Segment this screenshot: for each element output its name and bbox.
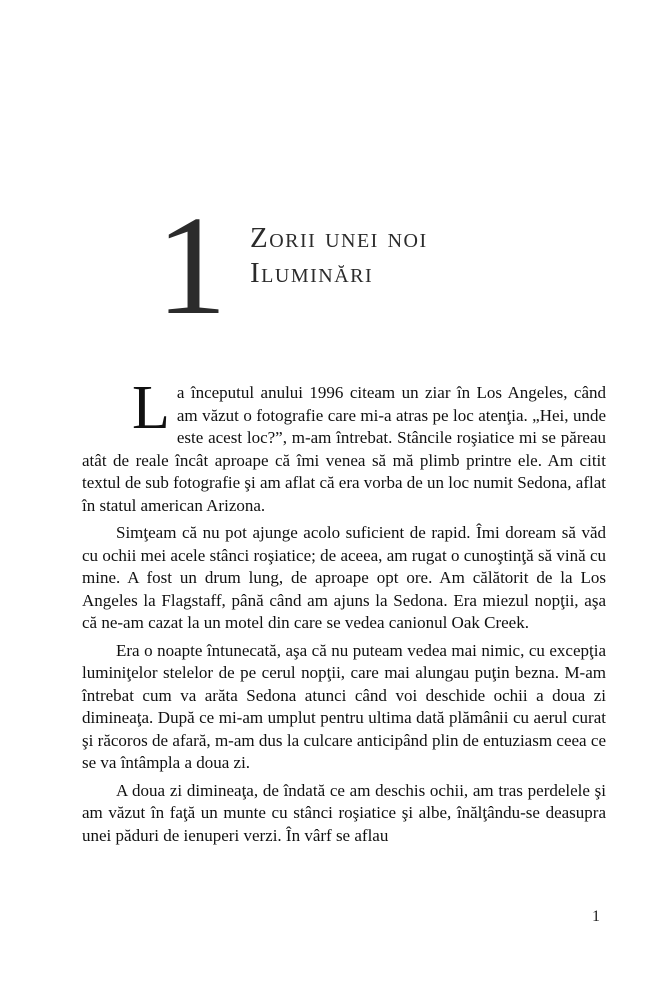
- chapter-title-line-2: Iluminări: [250, 257, 374, 289]
- paragraph-4: A doua zi dimineaţa, de îndată ce am deschis ochii, am tras perdelele şi am văzut în faţă un munte cu stânci roşiatice şi albe, înălţându-se deasupra unei păduri de ienuperi verzi. În vârf se aflau: [82, 780, 606, 845]
- drop-cap: L: [132, 374, 170, 442]
- chapter-number: 1: [156, 186, 227, 344]
- chapter-title: [250, 221, 428, 291]
- paragraph-3: Era o noapte întunecată, aşa că nu puteam vedea mai nimic, cu excepţia luminiţelor stelelor de pe cerul nopţii, care mai alungau puţin bezna. M-am întrebat cum va arăta Sedona atunci când voi deschide ochii a doua zi dimineaţa. După ce mi-am umplut pentru ultima dată plămânii cu aerul curat şi răcoros de afară, m-am dus la culcare anticipând plin de entuziasm ceea ce se va întâmpla a doua zi.: [82, 640, 606, 772]
- body-text: [82, 374, 606, 852]
- page-number: 1: [592, 908, 600, 925]
- paragraph-2: Simţeam că nu pot ajunge acolo suficient de rapid. Îmi doream să văd cu ochii mei acele stânci roşiatice; de aceea, am rugat o cunoştinţă să vină cu mine. A fost un drum lung, de aproape opt ore. Am călătorit de la Los Angeles la Flagstaff, până când am ajuns la Sedona. Era miezul nopţii, aşa că ne-am cazat la un motel din care se vedea canionul Oak Creek.: [82, 523, 606, 632]
- paragraph-1: [82, 374, 606, 517]
- chapter-title-line-1: Zorii unei noi: [250, 222, 428, 254]
- paragraph-1-text: a începutul anului 1996 citeam un ziar în Los Angeles, când am văzut o fotografie care mi-a atras pe loc atenţia. „Hei, unde este acest loc?”, m-am întrebat. Stâncile roşiatice mi se păreau atât de reale încât aproape că îmi venea să mă plimb printre ele. Am citit textul de sub fotografie şi am aflat că era vorba de un loc numit Sedona, aflat în statul american Arizona.: [82, 383, 606, 515]
